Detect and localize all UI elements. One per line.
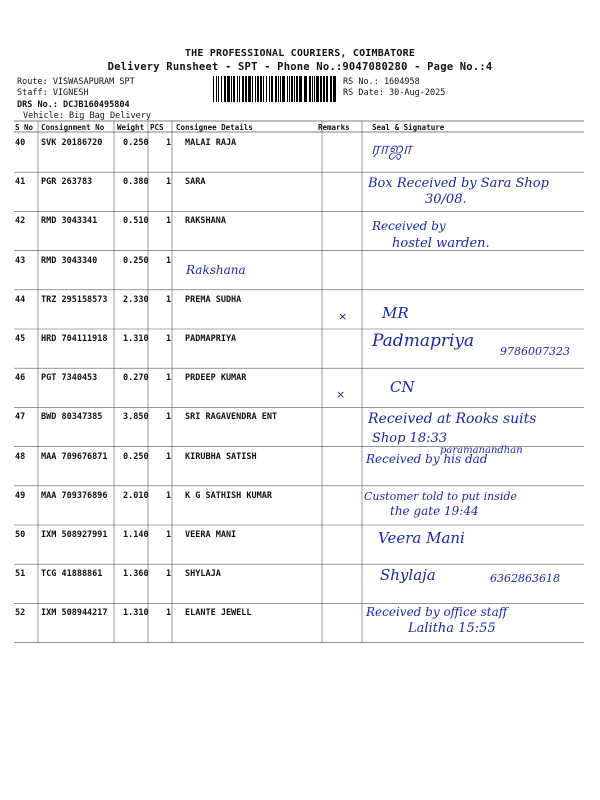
handwritten-signature: Shylaja [380, 566, 436, 585]
cell-sno: 42 [15, 216, 26, 227]
col-weight: Weight [117, 123, 145, 132]
barcode-bar [330, 76, 332, 102]
cell-sno: 40 [15, 138, 26, 148]
handwritten-signature: Padmapriya [372, 331, 475, 351]
cell-weight: 1.310 [123, 334, 149, 344]
cell-weight: 0.380 [123, 177, 149, 188]
barcode-bar [231, 76, 232, 102]
cell-sno: 46 [15, 373, 26, 384]
barcode-bar [218, 76, 219, 102]
remark-mark: × [338, 309, 348, 323]
cell-consignee: ELANTE JEWELL [185, 608, 252, 619]
handwritten-signature: Box Received by Sara Shop [368, 176, 549, 192]
drs-number: DRS No.: DCJB160495804 [17, 100, 130, 110]
handwritten-note: 30/08. [425, 192, 467, 208]
cell-pcs: 1 [166, 569, 172, 580]
handwritten-note: Shop 18:33 [372, 431, 448, 447]
cell-pcs: 1 [166, 334, 172, 344]
barcode-bar [233, 76, 235, 102]
handwritten-signature: Received by office staff [366, 605, 508, 620]
cell-weight: 2.010 [123, 490, 149, 501]
cell-consignment: IXM 508927991 [41, 530, 108, 540]
handwritten-signature: Received by his dad [366, 451, 488, 466]
company-name: THE PROFESSIONAL COURIERS, COIMBATORE [184, 48, 416, 59]
cell-consignment: MAA 709676871 [41, 451, 108, 462]
cell-weight: 1.310 [123, 608, 149, 619]
barcode-bar [280, 76, 281, 102]
col-sno: S No [15, 123, 34, 132]
cell-consignment: PGR 263783 [41, 177, 93, 188]
cell-consignee: K G SATHISH KUMAR [185, 490, 272, 501]
col-pcs: PCS [150, 123, 164, 132]
barcode-bar [323, 76, 325, 102]
barcode-bar [237, 76, 238, 102]
cell-weight: 0.250 [123, 451, 149, 462]
barcode-bar [260, 76, 262, 102]
barcode-bar [333, 76, 336, 102]
handwritten-signature: Received at Rooks suits [368, 411, 537, 428]
cell-weight: 3.850 [123, 412, 149, 423]
cell-consignee: KIRUBHA SATISH [185, 451, 257, 462]
cell-consignment: HRD 704111918 [41, 334, 108, 344]
cell-sno: 43 [15, 255, 26, 266]
barcode-bar [257, 76, 259, 102]
handwritten-note: hostel warden. [392, 236, 490, 252]
barcode-bar [213, 76, 214, 102]
cell-consignment: RMD 3043341 [41, 216, 98, 227]
barcode-bar [242, 76, 244, 102]
handwritten-signature: ராஜா [371, 139, 412, 159]
cell-consignment: PGT 7340453 [41, 373, 98, 384]
cell-pcs: 1 [166, 608, 172, 619]
cell-pcs: 1 [166, 530, 172, 540]
cell-pcs: 1 [166, 412, 172, 423]
barcode-bar [271, 76, 273, 102]
cell-sno: 51 [15, 569, 26, 580]
cell-consignee: SHYLAJA [185, 569, 221, 580]
barcode-bar [269, 76, 270, 102]
cell-pcs: 1 [166, 451, 172, 462]
handwritten-note: the gate 19:44 [390, 503, 479, 518]
barcode-bar [224, 76, 226, 102]
cell-consignee: MALAI RAJA [185, 138, 237, 148]
cell-consignee: PREMA SUDHA [185, 294, 242, 305]
barcode-bar [266, 76, 267, 102]
barcode-bar [309, 76, 311, 102]
rs-date: RS Date: 30-Aug-2025 [343, 88, 446, 98]
barcode-bar [245, 76, 247, 102]
remark-mark: × [336, 388, 346, 402]
cell-sno: 49 [15, 490, 26, 501]
rs-number: RS No.: 1604958 [343, 77, 420, 87]
cell-weight: 0.270 [123, 373, 149, 384]
cell-weight: 1.360 [123, 569, 149, 580]
cell-sno: 44 [15, 294, 26, 305]
cell-consignee: PADMAPRIYA [185, 334, 237, 344]
cell-sno: 50 [15, 530, 26, 540]
cell-pcs: 1 [166, 490, 172, 501]
cell-consignment: IXM 508944217 [41, 608, 108, 619]
barcode-bar [314, 76, 315, 102]
col-remarks: Remarks [318, 123, 350, 132]
cell-pcs: 1 [166, 216, 172, 227]
cell-consignment: TCG 41888861 [41, 569, 103, 580]
cell-consignment: TRZ 295158573 [41, 294, 108, 305]
barcode-bar [296, 76, 298, 102]
cell-weight: 2.330 [123, 294, 149, 305]
vehicle-label: Vehicle: Big Bag Delivery [23, 111, 151, 121]
barcode-image [213, 76, 339, 102]
cell-consignment: SVK 20186720 [41, 138, 103, 148]
cell-consignment: MAA 709376896 [41, 490, 108, 501]
barcode-bar [252, 76, 253, 102]
cell-consignee: SARA [185, 177, 206, 188]
cell-weight: 0.250 [123, 138, 149, 148]
cell-weight: 1.140 [123, 530, 149, 540]
barcode-bar [239, 76, 240, 102]
cell-sno: 47 [15, 412, 26, 423]
barcode-bar [282, 76, 285, 102]
barcode-bar [287, 76, 288, 102]
cell-pcs: 1 [166, 177, 172, 188]
barcode-bar [299, 76, 302, 102]
cell-pcs: 1 [166, 138, 172, 148]
barcode-bar [263, 76, 264, 102]
col-consignee: Consignee Details [176, 123, 253, 132]
barcode-bar [320, 76, 322, 102]
barcode-bar [294, 76, 295, 102]
cell-consignee: PRDEEP KUMAR [185, 373, 247, 384]
col-seal-signature: Seal & Signature [372, 123, 445, 132]
cell-pcs: 1 [166, 294, 172, 305]
handwritten-note: 9786007323 [500, 345, 570, 358]
barcode-bar [291, 76, 293, 102]
cell-pcs: 1 [166, 255, 172, 266]
handwritten-signature: Customer told to put inside [364, 489, 517, 503]
cell-consignee: RAKSHANA [185, 216, 226, 227]
handwritten-rakshana: Rakshana [186, 263, 246, 277]
handwritten-signature: Veera Mani [378, 529, 465, 547]
staff-label: Staff: VIGNESH [17, 88, 89, 98]
route-label: Route: VISWASAPURAM SPT [17, 77, 135, 87]
barcode-bar [248, 76, 251, 102]
barcode-bar [275, 76, 277, 102]
cell-sno: 41 [15, 177, 26, 188]
handwritten-signature: Received by [372, 219, 446, 234]
barcode-bar [304, 76, 307, 102]
cell-consignee: SRI RAGAVENDRA ENT [185, 412, 278, 423]
runsheet-subtitle: Delivery Runsheet - SPT - Phone No.:9047080280 - Page No.:4 [107, 61, 493, 73]
barcode-bar [316, 76, 319, 102]
handwritten-signature: MR [382, 303, 409, 322]
handwritten-note: Lalitha 15:55 [408, 621, 496, 637]
barcode-bar [227, 76, 230, 102]
cell-consignment: BWD 80347385 [41, 412, 103, 423]
cell-sno: 48 [15, 451, 26, 462]
cell-weight: 0.510 [123, 216, 149, 227]
cell-consignment: RMD 3043340 [41, 255, 98, 266]
barcode-bar [216, 76, 217, 102]
cell-pcs: 1 [166, 373, 172, 384]
barcode-bar [289, 76, 290, 102]
handwritten-note: 6362863618 [490, 572, 560, 586]
cell-consignee: VEERA MANI [185, 530, 237, 540]
barcode-bar [255, 76, 256, 102]
cell-sno: 45 [15, 334, 26, 344]
barcode-bar [326, 76, 328, 102]
barcode-bar [278, 76, 279, 102]
handwritten-note: paramanandhan [440, 444, 523, 456]
cell-weight: 0.250 [123, 255, 149, 266]
barcode-bar [312, 76, 313, 102]
cell-sno: 52 [15, 608, 26, 619]
col-consignment: Consignment No [41, 123, 105, 132]
handwritten-signature: CN [390, 378, 415, 397]
barcode-bar [221, 76, 222, 102]
